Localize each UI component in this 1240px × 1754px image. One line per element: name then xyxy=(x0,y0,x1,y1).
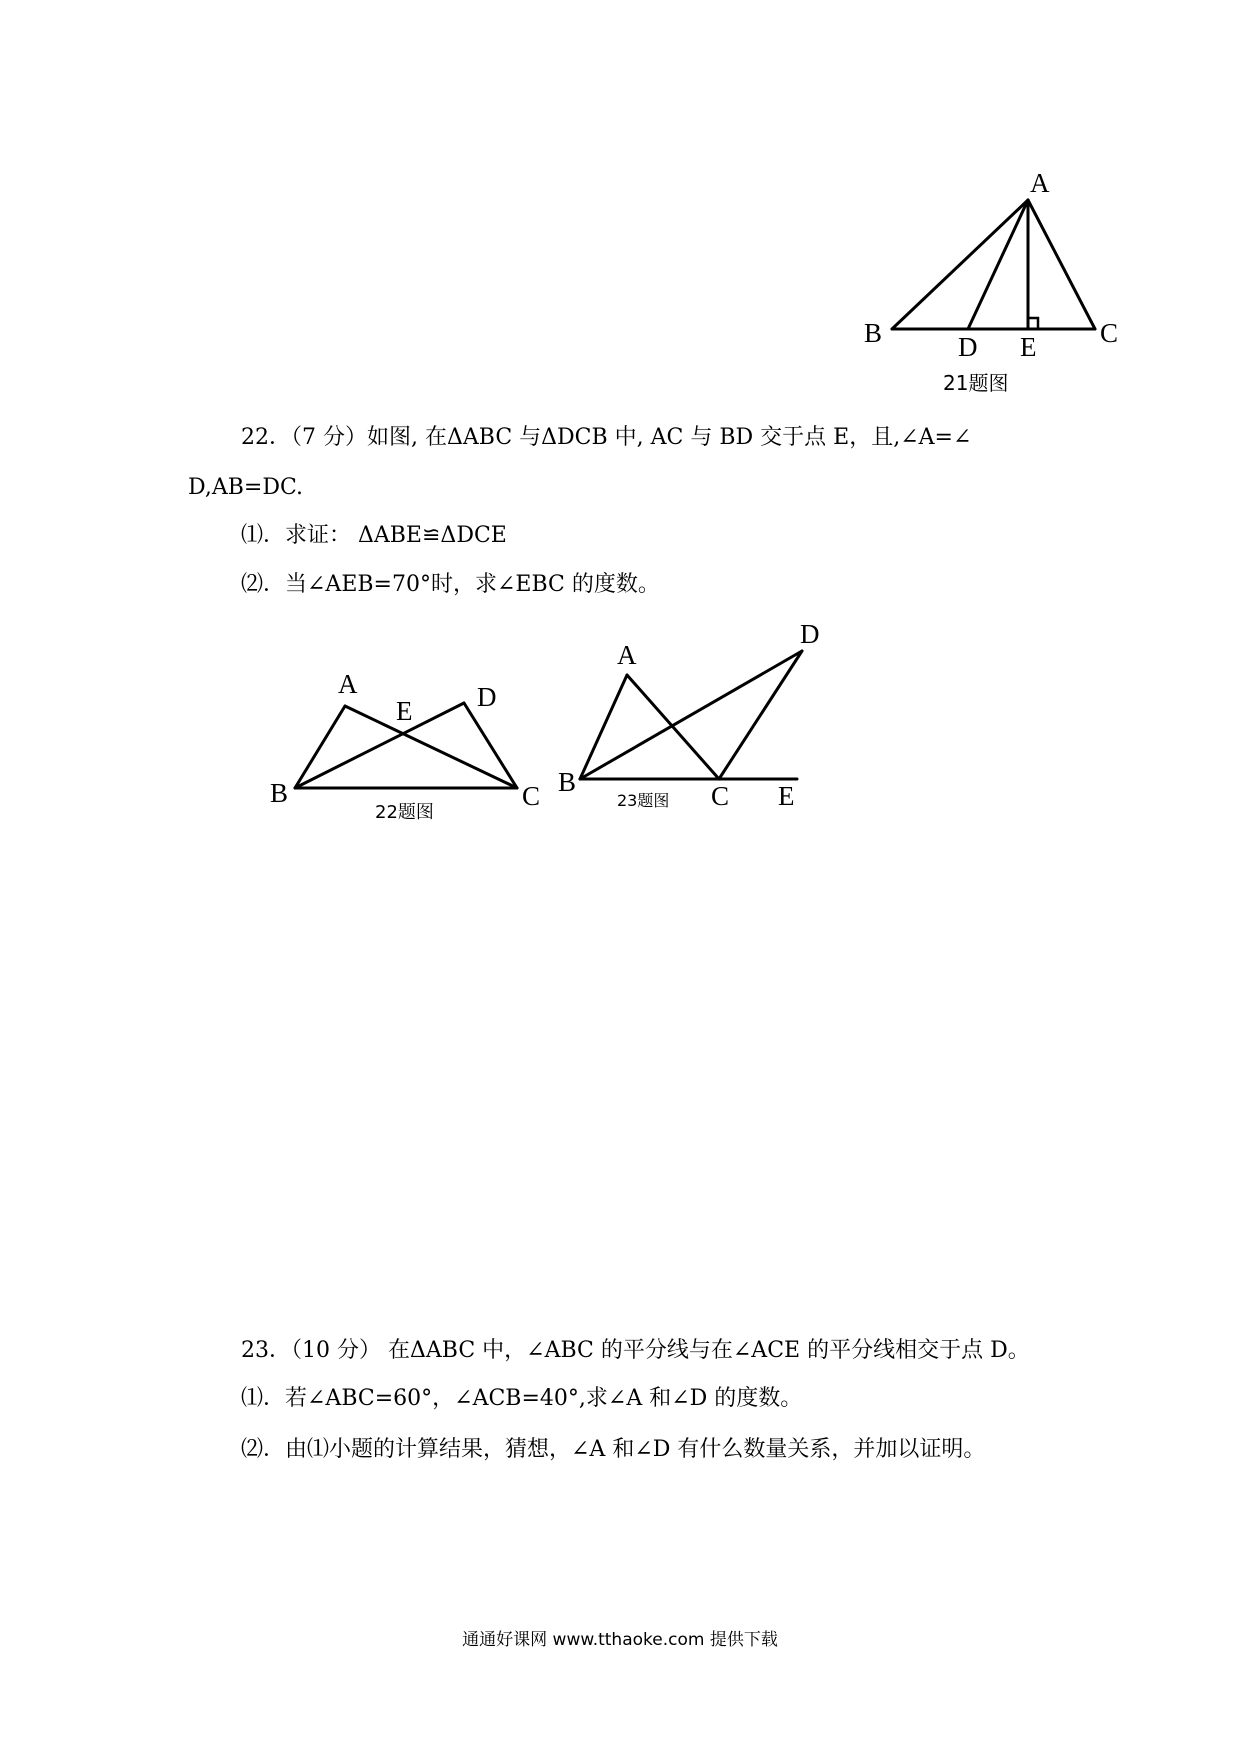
label-c: C xyxy=(1100,318,1119,348)
label-d: D xyxy=(958,332,978,362)
q22-line1: 22．（7 分）如图, 在ΔABC 与ΔDCB 中, AC 与 BD 交于点 E，且,∠A=∠ xyxy=(241,425,972,450)
fig23-label-d: D xyxy=(800,619,820,649)
q23-part1: ⑴．若∠ABC=60°，∠ACB=40°,求∠A 和∠D 的度数。 xyxy=(241,1386,803,1411)
q23-line1: 23．（10 分） 在ΔABC 中，∠ABC 的平分线与在∠ACE 的平分线相交于点 D。 xyxy=(241,1338,1030,1363)
fig23-label-e: E xyxy=(778,781,795,811)
fig22-label-c: C xyxy=(522,781,541,811)
caption-22: 22题图 xyxy=(375,802,434,823)
label-e: E xyxy=(1020,332,1037,362)
label-a: A xyxy=(1030,168,1050,198)
fig23-label-c: C xyxy=(711,781,730,811)
caption-23: 23题图 xyxy=(617,791,670,810)
label-b: B xyxy=(864,318,883,348)
page-footer: 通通好课网 www.tthaoke.com 提供下载 xyxy=(462,1630,778,1650)
q23-part2: ⑵．由⑴小题的计算结果，猜想，∠A 和∠D 有什么数量关系，并加以证明。 xyxy=(241,1437,986,1462)
fig23-label-b: B xyxy=(558,767,577,797)
fig22-label-a: A xyxy=(338,669,358,699)
fig23-segment-bd xyxy=(580,651,802,779)
figure-22-23 xyxy=(0,0,1240,840)
q22-part1: ⑴．求证： ΔABE≌ΔDCE xyxy=(241,523,507,548)
caption-21: 21题图 xyxy=(943,371,1009,395)
fig23-segment-ba xyxy=(580,675,627,779)
fig22-label-b: B xyxy=(270,778,289,808)
fig23-segment-cd xyxy=(719,651,802,779)
fig23-label-a: A xyxy=(617,640,637,670)
fig22-label-e: E xyxy=(396,696,413,726)
fig22-label-d: D xyxy=(477,682,497,712)
q22-line2: D,AB=DC. xyxy=(188,475,304,500)
q22-part2: ⑵．当∠AEB=70°时，求∠EBC 的度数。 xyxy=(241,572,660,597)
